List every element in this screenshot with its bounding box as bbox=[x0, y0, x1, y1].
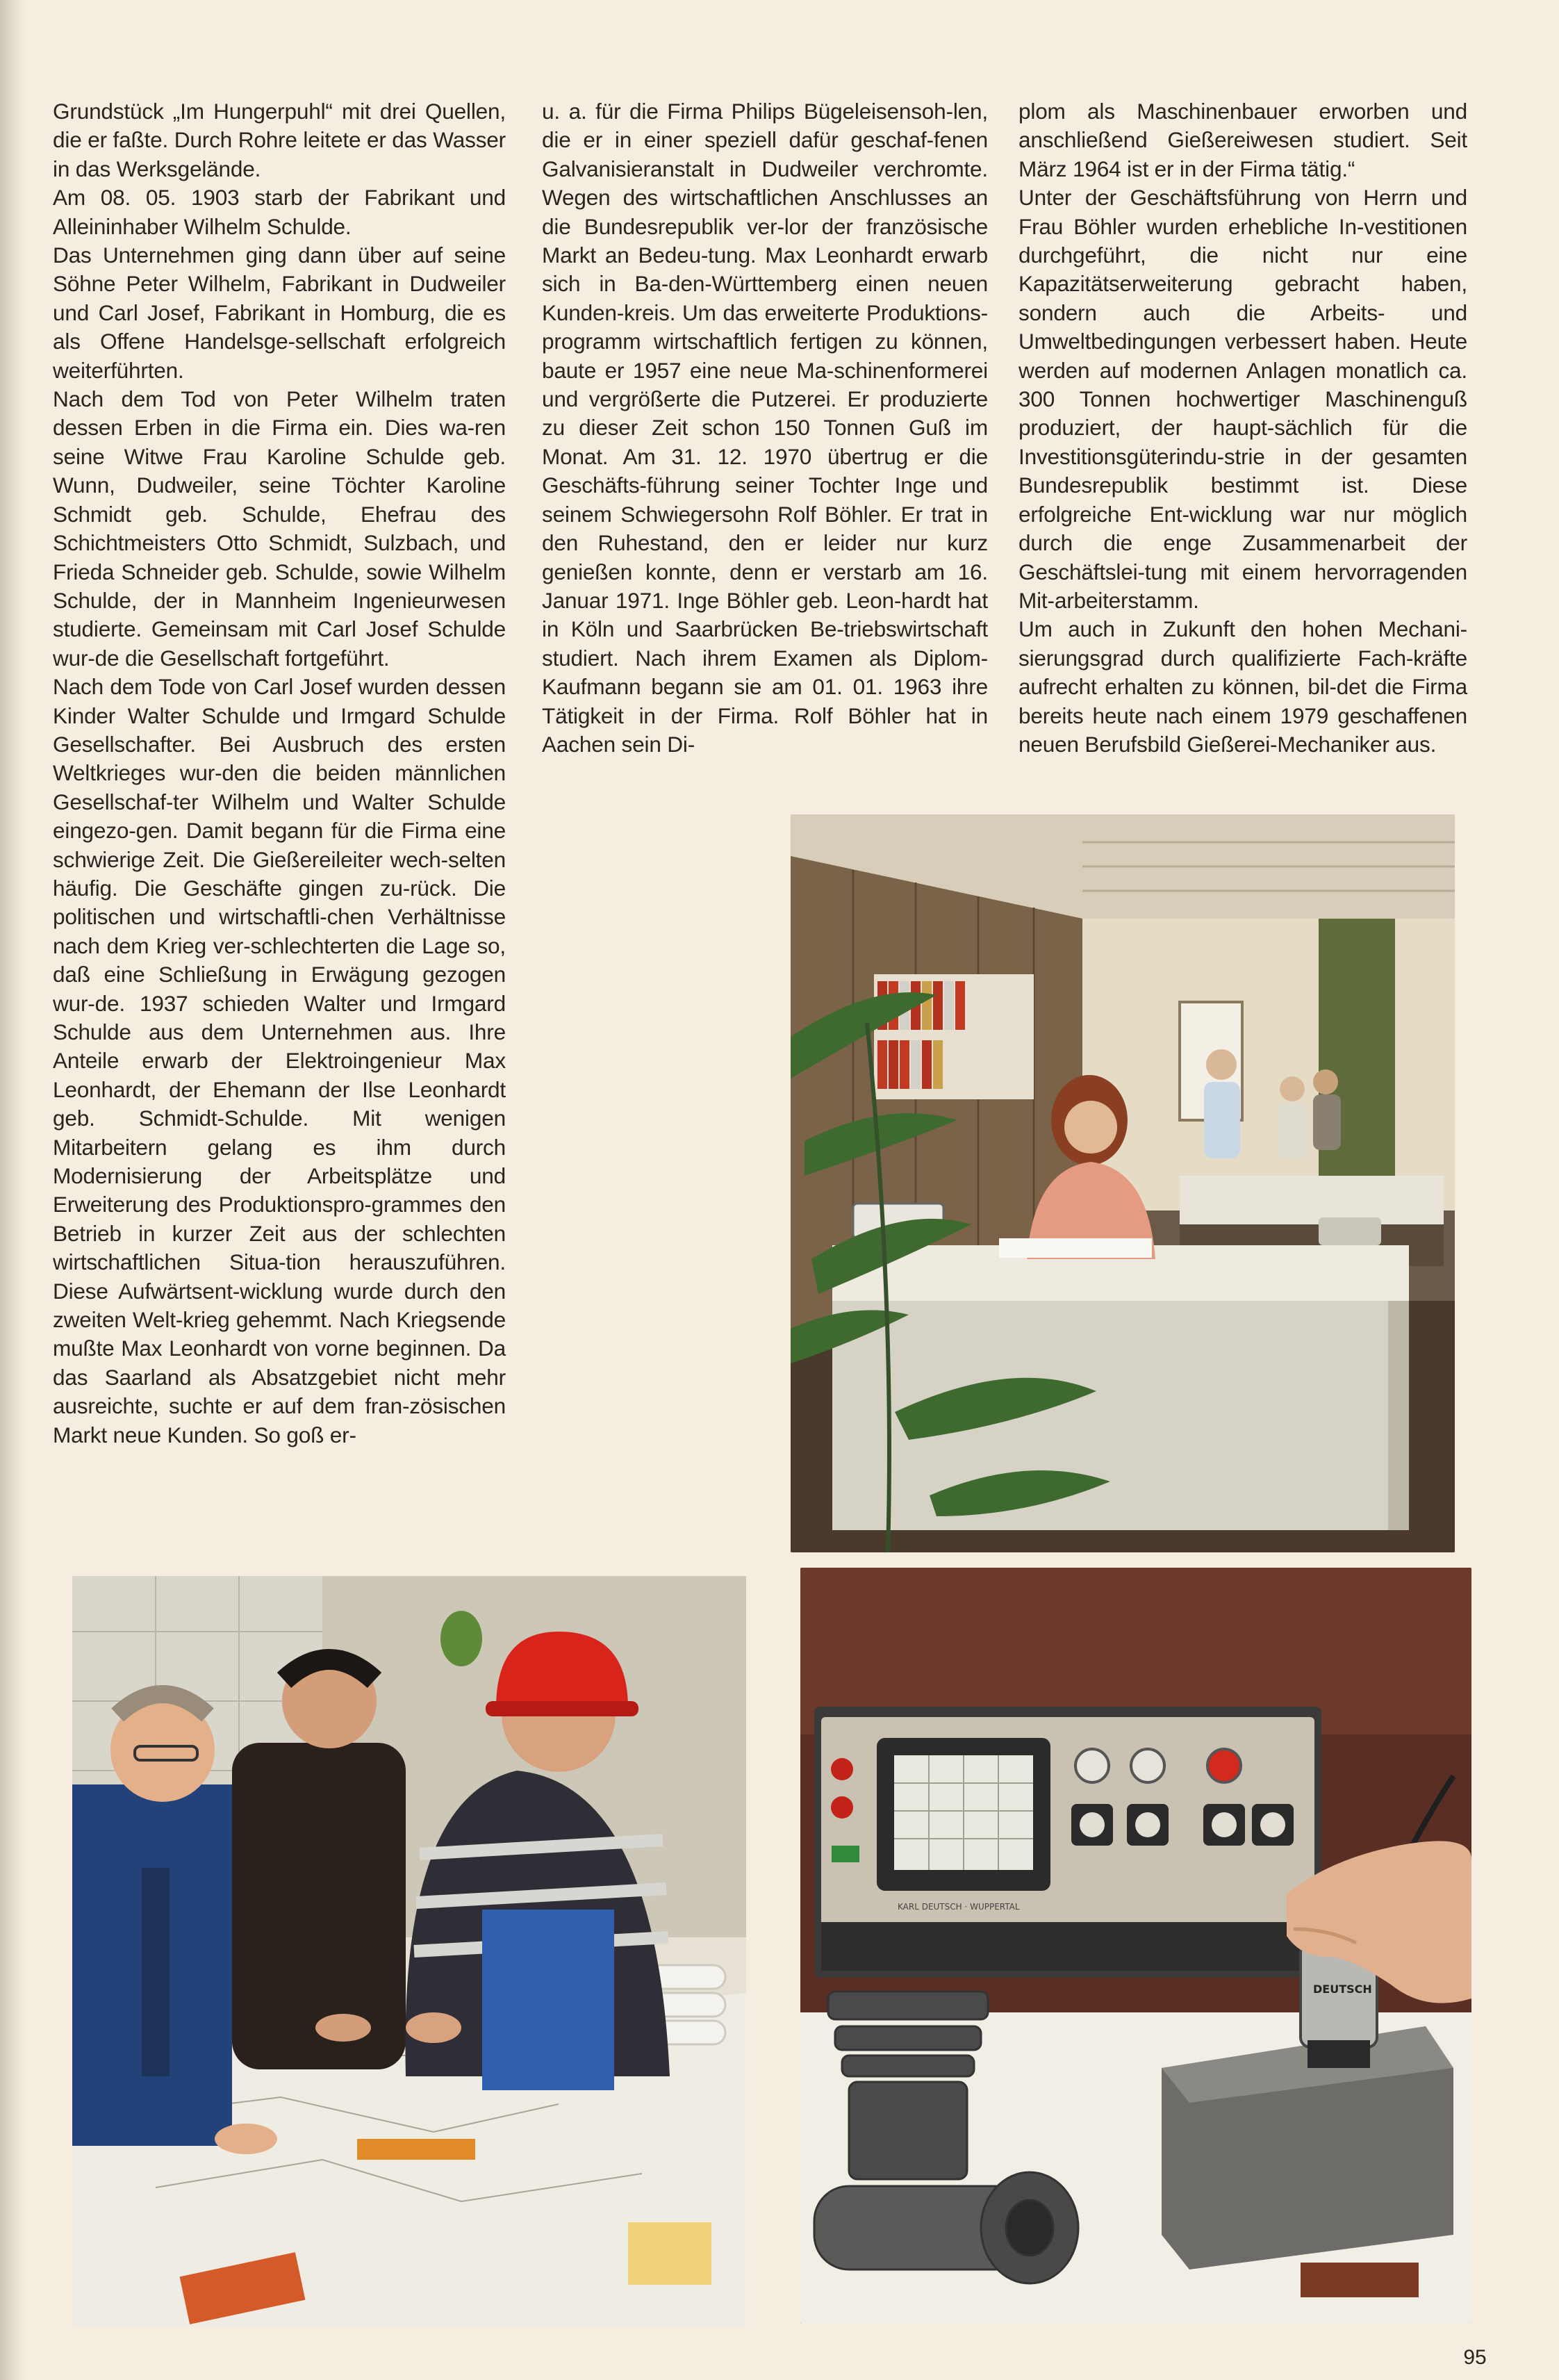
paragraph: Um auch in Zukunft den hohen Mechani-sierungsgrad durch qualifizierte Fach-kräfte aufrecht erhalten zu können, bil-det die Firma bereits heute nach einem 1979 geschaffenen neuen Berufsbild Gießerei-Mechaniker aus. bbox=[1018, 616, 1467, 757]
drawing-review-photo bbox=[72, 1576, 746, 2326]
paragraph: Am 08. 05. 1903 starb der Fabrikant und Alleininhaber Wilhelm Schulde. bbox=[53, 185, 506, 239]
text-column-1 bbox=[53, 97, 506, 1450]
paragraph: plom als Maschinenbauer erworben und anschließend Gießereiwesen studiert. Seit März 1964 ist er in der Firma tätig.“ bbox=[1018, 99, 1467, 181]
ultrasonic-tester-photo bbox=[800, 1568, 1471, 2324]
paragraph: Nach dem Tode von Carl Josef wurden dessen Kinder Walter Schulde und Irmgard Schulde Gesellschafter. Bei Ausbruch des ersten Weltkrieges wur-den die beiden männlichen Gesellschaf-ter Wilhelm und Walter Schulde eingezo-gen. Damit begann für die Firma eine schwierige Zeit. Die Gießereileiter wech-selten häufig. Die Geschäfte gingen zu-rück. Die politischen und wirtschaftli-chen Verhältnisse nach dem Krieg ver-schlechterten die Lage so, daß eine Schließung in Erwägung gezogen wur-de. 1937 schieden Walter und Irmgard Schulde aus dem Unternehmen aus. Ihre Anteile erwarb der Elektroingenieur Max Leonhardt, der Ehemann der Ilse Leonhardt geb. Schmidt-Schulde. Mit wenigen Mitarbeitern gelang es ihm durch Modernisierung der Arbeitsplätze und Erweiterung des Produktionspro-grammes den Betrieb in kurzer Zeit aus der schlechten wirtschaftlichen Situa-tion herauszuführen. Diese Aufwärtsent-wicklung wurde durch den zweiten Welt-krieg gehemmt. Nach Kriegsende mußte Max Leonhardt von vorne beginnen. Da das Saarland als Absatzgebiet nicht mehr ausreichte, suchte er auf dem fran-zösischen Markt neue Kunden. So goß er- bbox=[53, 674, 506, 1447]
instrument-panel-label: KARL DEUTSCH · WUPPERTAL bbox=[898, 1902, 1020, 1912]
paragraph: Das Unternehmen ging dann über auf seine Söhne Peter Wilhelm, Fabrikant in Dudweiler und Carl Josef, Fabrikant in Homburg, die es als Offene Handelsge-sellschaft erfolgreich weiterführten. bbox=[53, 243, 506, 383]
probe-label: DEUTSCH bbox=[1313, 1983, 1372, 1996]
office-photo bbox=[791, 814, 1455, 1552]
page-number: 95 bbox=[1463, 2346, 1487, 2369]
paragraph: u. a. für die Firma Philips Bügeleisensoh-len, die er in einer speziell dafür geschaf-fenen Galvanisieranstalt in Dudweiler verchromte. Wegen des wirtschaftlichen Anschlusses an die Bundesrepublik ver-lor der französische Markt an Bedeu-tung. Max Leonhardt erwarb sich in Ba-den-Württemberg einen neuen Kunden-kreis. Um das erweiterte Produktions-programm wirtschaftlich fertigen zu können, baute er 1957 eine neue Ma-schinenformerei und vergrößerte die Putzerei. Er produzierte zu dieser Zeit schon 150 Tonnen Guß im Monat. Am 31. 12. 1970 übertrug er die Geschäfts-führung seiner Tochter Inge und seinem Schwiegersohn Rolf Böhler. Er trat in den Ruhestand, den er leider nur kurz genießen konnte, denn er verstarb am 16. Januar 1971. Inge Böhler geb. Leon-hardt hat in Köln und Saarbrücken Be-triebswirtschaft studiert. Nach ihrem Examen als Diplom-Kaufmann begann sie am 01. 01. 1963 ihre Tätigkeit in der Firma. Rolf Böhler hat in Aachen sein Di- bbox=[542, 99, 988, 757]
paragraph: Unter der Geschäftsführung von Herrn und Frau Böhler wurden erhebliche In-vestitionen durchgeführt, die nicht nur eine Kapazitätserweiterung gebracht haben, sondern auch die Arbeits- und Umweltbedingungen verbessert haben. Heute werden auf modernen Anlagen monatlich ca. 300 Tonnen hochwertiger Maschinenguß produziert, der haupt-sächlich für die Investitionsgüterindu-strie in der gesamten Bundesrepublik bestimmt ist. Diese erfolgreiche Ent-wicklung war nur möglich durch die enge Zusammenarbeit der Geschäftslei-tung mit einem hervorragenden Mit-arbeiterstamm. bbox=[1018, 185, 1467, 613]
text-column-3 bbox=[1018, 97, 1467, 759]
page-binding-shadow bbox=[0, 0, 28, 2380]
paragraph: Grundstück „Im Hungerpuhl“ mit drei Quellen, die er faßte. Durch Rohre leitete er das Wasser in das Werksgelände. bbox=[53, 99, 506, 181]
text-column-2 bbox=[542, 97, 988, 759]
paragraph: Nach dem Tod von Peter Wilhelm traten dessen Erben in die Firma ein. Dies wa-ren seine Witwe Frau Karoline Schulde geb. Wunn, Dudweiler, seine Töchter Karoline Schmidt geb. Schulde, Ehefrau des Schichtmeisters Otto Schmidt, Sulzbach, und Frieda Schneider geb. Schulde, sowie Wilhelm Schulde, der in Mannheim Ingenieurwesen studierte. Gemeinsam mit Carl Josef Schulde wur-de die Gesellschaft fortgeführt. bbox=[53, 386, 506, 671]
